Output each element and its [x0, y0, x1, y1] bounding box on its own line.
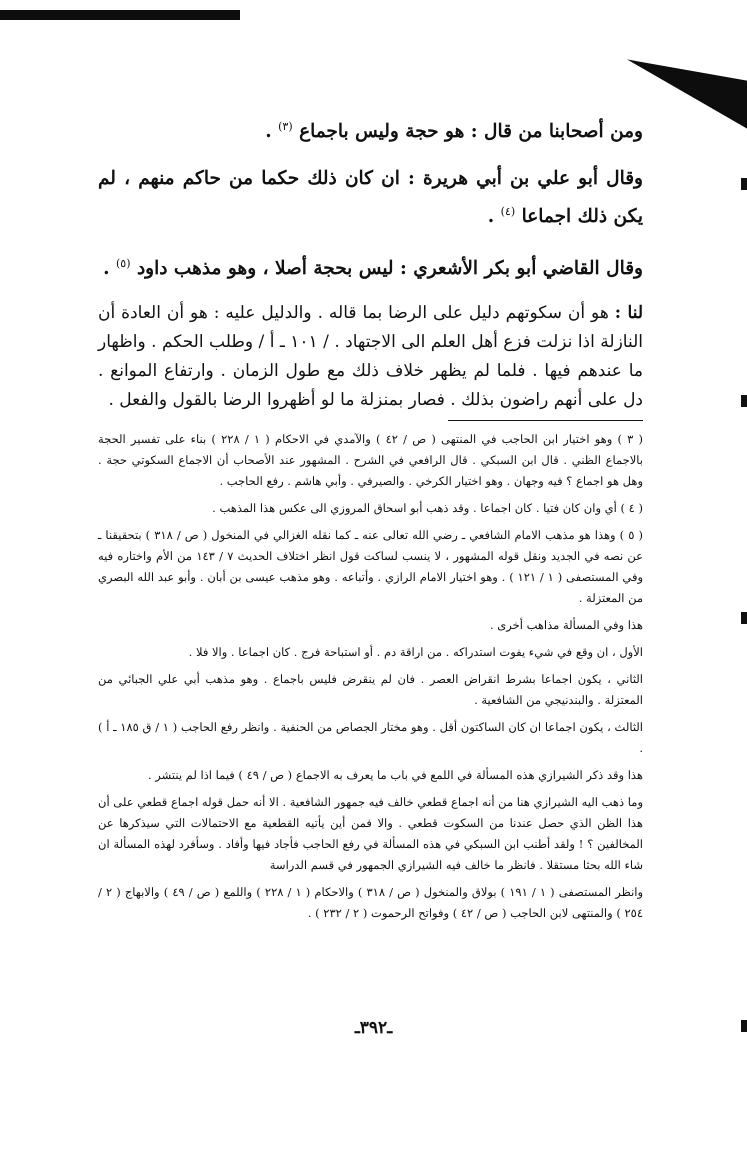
- page-body: [98, 110, 643, 930]
- paragraph-text: وقال القاضي أبو بكر الأشعري : ليس بحجة أصلا ، وهو مذهب داود: [136, 258, 643, 280]
- footnote: وما ذهب اليه الشيرازي هنا من أنه اجماع قطعي خالف فيه جمهور الشافعية . الا أنه حمل قوله اجماع قطعي على أن هذا الظن الذي حصل عندنا من السكوت قطعي . والا فمن أين يأتيه القطعية مع الاحتمالات التي سيذكرها عن المخالفين ؟ ! ولقد أطنب ابن السبكي في هذه المسألة في رفع الحاجب فأجاد فيها وأفاد . وسأفرد لهذه المسألة ان شاء الله بحثا مستقلا . فانظر ما خالف فيه الشيرازي الجمهور في قسم الدراسة: [98, 795, 643, 873]
- footnote: ( ٤ ) أي وان كان فتيا . كان اجماعا . وقد ذهب أبو اسحاق المروزي الى عكس هذا المذهب .: [212, 501, 643, 516]
- footnotes: [98, 429, 643, 924]
- scan-edge-mark: [741, 612, 747, 624]
- footnote: الأول ، ان وقع في شيء يفوت استدراكه . من اراقة دم . أو استباحة فرج . كان اجماعا . والا فلا .: [188, 645, 643, 660]
- argument-lead: لنا :: [614, 303, 644, 324]
- scan-edge-mark: [741, 178, 747, 190]
- main-paragraph: وقال القاضي أبو بكر الأشعري : ليس بحجة أصلا ، وهو مذهب داود $^{(٥)}$ .: [103, 257, 643, 280]
- footnote-divider: [448, 420, 643, 421]
- footnote-marker: (٥): [115, 257, 131, 271]
- page-number: ـ٣٩٢ـ: [354, 1018, 393, 1038]
- footnote: ( ٣ ) وهو اختيار ابن الحاجب في المنتهى ( ص / ٤٢ ) والآمدي في الاحكام ( ١ / ٢٢٨ ) بناء على تفسير الحجة بالاجماع الظني . قال ابن السبكي . قال الرافعي في الشرح . المشهور عند الأصحاب أن الاجماع السكوتي حجة . وهل هو اجماع ؟ فيه وجهان . وهو اختيار الكرخي . والصيرفي . وأبي هاشم . رفع الحاجب .: [98, 432, 644, 489]
- argument-text: هو أن سكوتهم دليل على الرضا بما قاله . والدليل عليه : هو أن العادة أن النازلة اذا نزلت فزع أهل العلم الى الاجتهاد . / ١٠١ ـ أ / وطلب الحكم . واظهار ما عندهم فيها . فلما لم يظهر خلاف ذلك مع طول الزمان . وارتفاع الموانع . دل على أنهم راضون بذلك . فصار بمنزلة ما لو أظهروا الرضا بالقول والفعل .: [98, 303, 643, 411]
- footnote: ( ٥ ) وهذا هو مذهب الامام الشافعي ـ رضي الله تعالى عنه ـ كما نقله الغزالي في المنخول ( ص / ٣١٨ ) بتحقيقنا ـ عن نصه في الجديد ونقل قوله المشهور ، لا ينسب لساكت قول انظر اختلاف الحديث ٧ / ١٤٣ من الأم واختاره فيه وفي المستصفى ( ١ / ١٢١ ) . وهو اختيار الامام الرازي . وأتباعه . وهو مذهب عيسى بن أبان . وأبو عبد الله البصري من المعتزلة .: [98, 528, 644, 606]
- paragraph-text: وقال أبو علي بن أبي هريرة : ان كان ذلك حكما من حاكم منهم ، لم يكن ذلك اجماعا: [98, 168, 643, 228]
- footnote: الثاني ، يكون اجماعا بشرط انقراض العصر . فان لم ينقرض فليس باجماع . وهو مذهب أبي علي الجبائي من المعتزلة . والبندنيجي من الشافعية .: [98, 672, 643, 708]
- footnote: الثالث ، يكون اجماعا ان كان الساكتون أقل . وهو مختار الجصاص من الحنفية . وانظر رفع الحاجب ( ١ / ق ١٨٥ ـ أ ) .: [98, 720, 643, 756]
- footnote-marker: (٤): [500, 205, 516, 219]
- scan-border-top: [0, 10, 240, 20]
- footnote: هذا وقد ذكر الشيرازي هذه المسألة في اللمع في باب ما يعرف به الاجماع ( ص / ٤٩ ) فيما اذا لم ينتشر .: [147, 768, 643, 783]
- footnote-marker: (٣): [278, 120, 293, 133]
- main-paragraph: ومن أصحابنا من قال : هو حجة وليس باجماع $^{(٣)}$ .: [265, 120, 643, 143]
- main-paragraph: وقال أبو علي بن أبي هريرة : ان كان ذلك حكما من حاكم منهم ، لم يكن ذلك اجماعا $^{(٤)}$ .: [98, 168, 643, 228]
- footnote: وانظر المستصفى ( ١ / ١٩١ ) بولاق والمنخول ( ص / ٣١٨ ) والاحكام ( ١ / ٢٢٨ ) واللمع ( ص / ٤٩ ) والابهاج ( ٢ / ٢٥٤ ) والمنتهى لابن الحاجب ( ص / ٤٢ ) وفواتح الرحموت ( ٢ / ٢٣٢ ) .: [98, 885, 644, 921]
- scan-corner-shadow: [627, 59, 747, 128]
- footnote: هذا وفي المسألة مذاهب أخرى .: [489, 618, 643, 633]
- scan-edge-mark: [741, 395, 747, 407]
- paragraph-text: ومن أصحابنا من قال : هو حجة وليس باجماع: [299, 121, 643, 143]
- argument-paragraph: [98, 299, 643, 415]
